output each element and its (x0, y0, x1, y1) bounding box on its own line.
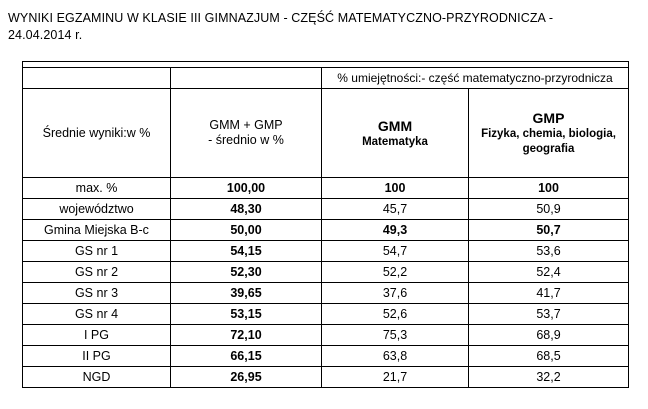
row-gmm: 45,7 (322, 199, 469, 220)
row-gmp: 53,6 (469, 241, 629, 262)
row-gmp: 41,7 (469, 283, 629, 304)
row-average: 48,30 (171, 199, 322, 220)
row-name: max. % (23, 178, 171, 199)
header-gmp-subtitle-line-1: Fizyka, chemia, biologia, (481, 128, 616, 140)
header-gmp-subtitle-line-2: geografia (522, 143, 575, 155)
row-name: II PG (23, 346, 171, 367)
row-gmp: 53,7 (469, 304, 629, 325)
group-header-empty-cell-2 (171, 68, 322, 89)
header-averages-label: Średnie wyniki:w % (42, 125, 151, 140)
row-name: województwo (23, 199, 171, 220)
row-gmm: 21,7 (322, 367, 469, 388)
row-average: 54,15 (171, 241, 322, 262)
row-gmp: 52,4 (469, 262, 629, 283)
row-gmm: 52,2 (322, 262, 469, 283)
row-average: 66,15 (171, 346, 322, 367)
row-name: GS nr 2 (23, 262, 171, 283)
table-row (23, 325, 629, 346)
table-row (23, 283, 629, 304)
row-average: 72,10 (171, 325, 322, 346)
header-gmm-subtitle: Matematyka (362, 135, 428, 148)
table-row (23, 241, 629, 262)
row-gmp: 68,5 (469, 346, 629, 367)
row-name: NGD (23, 367, 171, 388)
row-gmp: 50,7 (469, 220, 629, 241)
row-average: 39,65 (171, 283, 322, 304)
group-header-row (23, 68, 629, 89)
column-header-row (23, 89, 629, 178)
page-title-line-1: WYNIKI EGZAMINU W KLASIE III GIMNAZJUM - CZĘŚĆ MATEMATYCZNO-PRZYRODNICZA - (8, 11, 554, 25)
header-gmm-title: GMM (377, 117, 413, 134)
table-row (23, 367, 629, 388)
row-gmp: 50,9 (469, 199, 629, 220)
header-gmp (469, 89, 629, 178)
row-name: GS nr 3 (23, 283, 171, 304)
table-row (23, 304, 629, 325)
header-gmp-title: GMP (532, 110, 565, 126)
page-title-line-2: 24.04.2014 r. (8, 28, 83, 42)
row-average: 53,15 (171, 304, 322, 325)
row-average: 100,00 (171, 178, 322, 199)
row-average: 52,30 (171, 262, 322, 283)
table-row (23, 262, 629, 283)
row-gmm: 75,3 (322, 325, 469, 346)
group-header-empty-cell-1 (23, 68, 171, 89)
row-gmp: 68,9 (469, 325, 629, 346)
header-gmm-gmp (171, 89, 322, 178)
row-gmm: 100 (322, 178, 469, 199)
row-gmp: 100 (469, 178, 629, 199)
table-row (23, 346, 629, 367)
table-row (23, 220, 629, 241)
row-name: Gmina Miejska B-c (23, 220, 171, 241)
row-name: GS nr 4 (23, 304, 171, 325)
row-gmm: 52,6 (322, 304, 469, 325)
row-gmm: 54,7 (322, 241, 469, 262)
row-gmm: 37,6 (322, 283, 469, 304)
header-gmm-gmp-line-1: GMM + GMP (209, 118, 283, 132)
table-row (23, 178, 629, 199)
row-gmm: 49,3 (322, 220, 469, 241)
page-title (8, 10, 608, 44)
row-gmm: 63,8 (322, 346, 469, 367)
row-average: 26,95 (171, 367, 322, 388)
header-gmm-gmp-line-2: - średnio w % (208, 133, 284, 147)
row-name: I PG (23, 325, 171, 346)
header-gmm (322, 89, 469, 178)
header-averages (23, 89, 171, 178)
row-name: GS nr 1 (23, 241, 171, 262)
group-header-cell: % umiejętności:- część matematyczno-przyrodnicza (322, 68, 629, 89)
row-average: 50,00 (171, 220, 322, 241)
row-gmp: 32,2 (469, 367, 629, 388)
table-row (23, 199, 629, 220)
results-table (22, 61, 629, 388)
